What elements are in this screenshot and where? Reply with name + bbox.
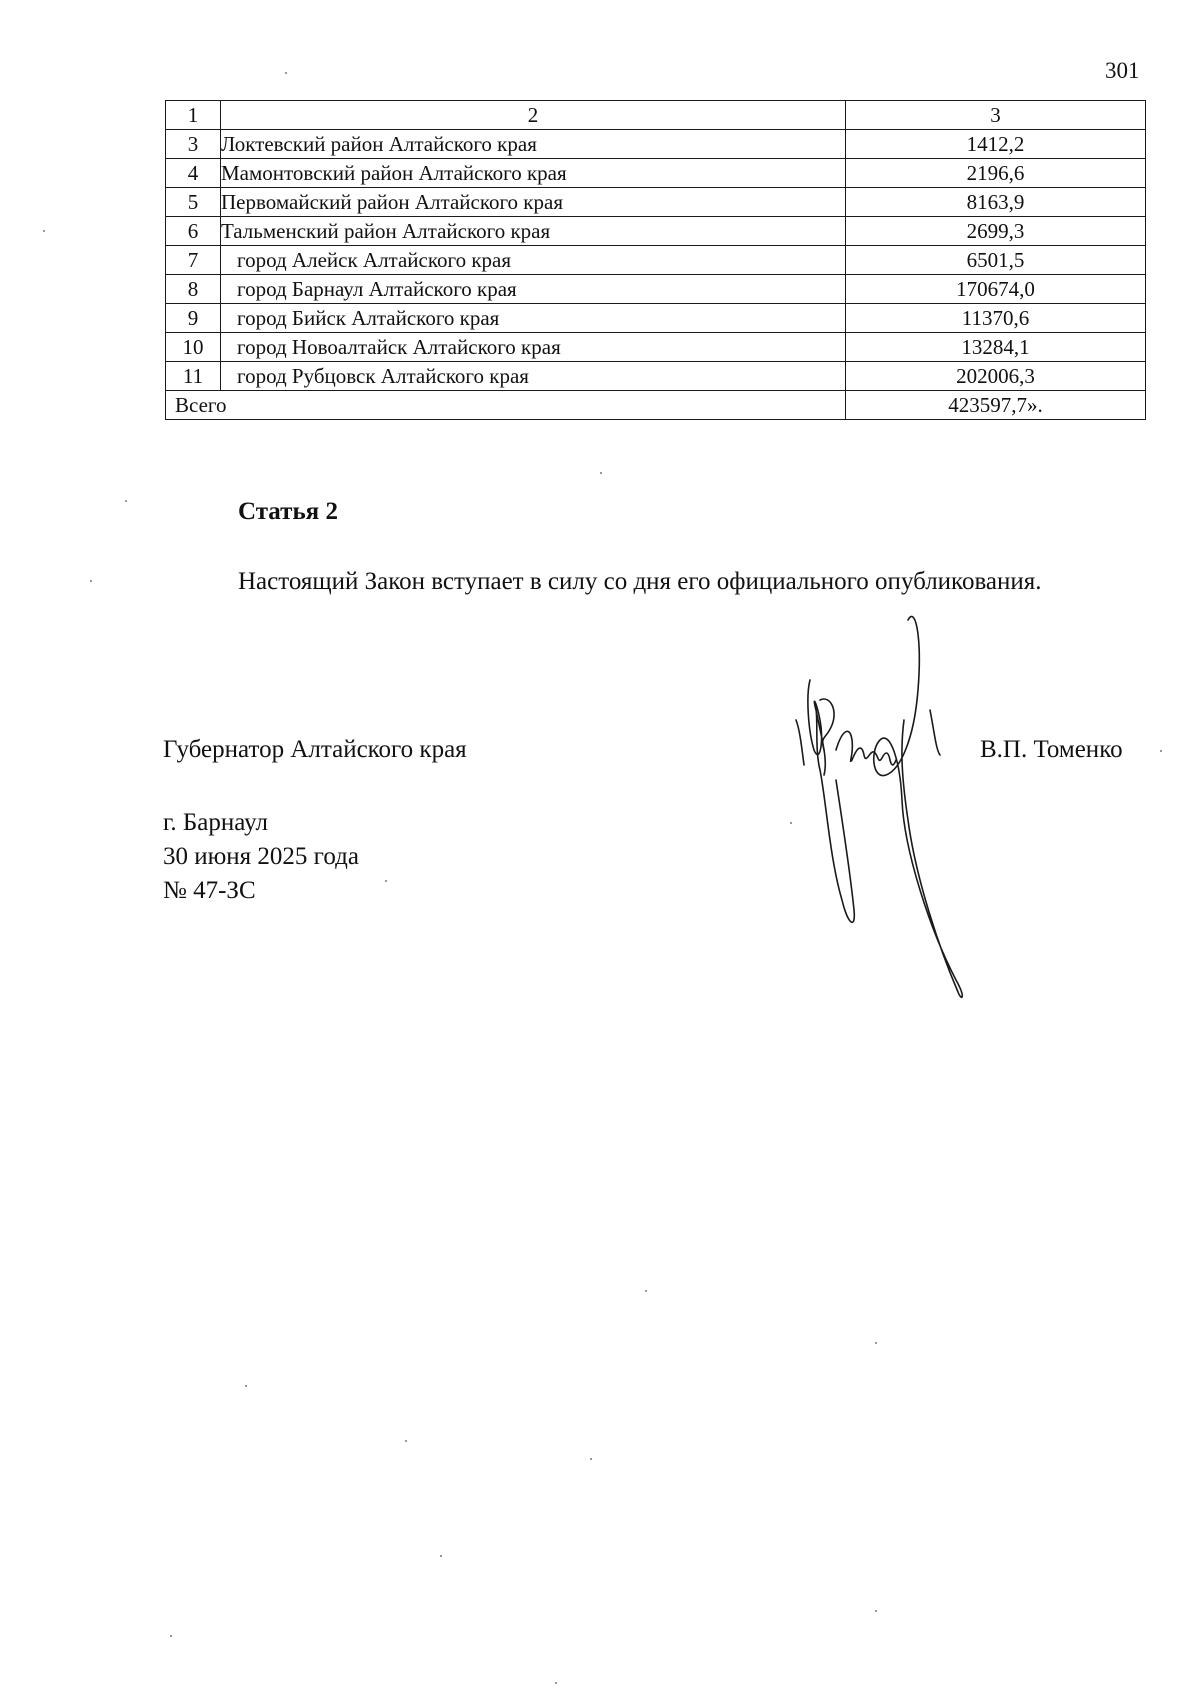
municipality-name: Мамонтовский район Алтайского края (221, 159, 846, 188)
municipality-name: город Бийск Алтайского края (221, 304, 846, 333)
amount-value: 11370,6 (846, 304, 1146, 333)
amount-value: 1412,2 (846, 130, 1146, 159)
scan-speck (590, 1458, 592, 1460)
amount-value: 170674,0 (846, 275, 1146, 304)
scan-speck (555, 1682, 557, 1684)
municipality-name: город Рубцовск Алтайского края (221, 362, 846, 391)
scan-speck (440, 1555, 442, 1557)
municipality-name: Локтевский район Алтайского края (221, 130, 846, 159)
scan-speck (245, 1385, 247, 1387)
table-row (166, 333, 1146, 362)
table-total-row (166, 391, 1146, 420)
table-row (166, 188, 1146, 217)
allocation-table (165, 100, 1146, 420)
law-number: № 47-ЗС (163, 877, 256, 904)
row-number: 10 (166, 333, 221, 362)
table-row (166, 217, 1146, 246)
table-row (166, 159, 1146, 188)
row-number: 9 (166, 304, 221, 333)
municipality-name: город Новоалтайск Алтайского края (221, 333, 846, 362)
amount-value: 6501,5 (846, 246, 1146, 275)
table-row (166, 362, 1146, 391)
row-number: 7 (166, 246, 221, 275)
scan-speck (170, 1635, 172, 1637)
table-row (166, 246, 1146, 275)
table-header-row (166, 101, 1146, 130)
scan-speck (875, 1342, 877, 1344)
scan-speck (405, 1440, 407, 1442)
scan-speck (125, 500, 127, 502)
place-date-block (163, 806, 359, 908)
article-body: Настоящий Закон вступает в силу со дня его официального опубликования. (238, 568, 1042, 595)
column-header: 3 (846, 101, 1146, 130)
table-row (166, 304, 1146, 333)
page-number: 301 (1105, 58, 1140, 83)
scan-speck (875, 1610, 877, 1612)
law-date: 30 июня 2025 года (163, 843, 359, 870)
total-label: Всего (166, 391, 846, 420)
amount-value: 13284,1 (846, 333, 1146, 362)
column-header: 1 (166, 101, 221, 130)
article-heading: Статья 2 (238, 498, 338, 525)
scan-speck (90, 580, 92, 582)
city: г. Барнаул (163, 809, 268, 836)
total-value: 423597,7». (846, 391, 1146, 420)
signatory-name: В.П. Томенко (980, 736, 1123, 763)
amount-value: 8163,9 (846, 188, 1146, 217)
row-number: 3 (166, 130, 221, 159)
signatory-title: Губернатор Алтайского края (163, 736, 467, 763)
row-number: 5 (166, 188, 221, 217)
row-number: 8 (166, 275, 221, 304)
table-row (166, 130, 1146, 159)
row-number: 11 (166, 362, 221, 391)
municipality-name: город Барнаул Алтайского края (221, 275, 846, 304)
scan-speck (1160, 750, 1162, 752)
amount-value: 2699,3 (846, 217, 1146, 246)
handwritten-signature (790, 600, 1000, 1000)
amount-value: 2196,6 (846, 159, 1146, 188)
row-number: 6 (166, 217, 221, 246)
column-header: 2 (221, 101, 846, 130)
scan-speck (285, 72, 287, 74)
table-row (166, 275, 1146, 304)
scan-speck (385, 880, 387, 882)
scan-speck (43, 230, 45, 232)
municipality-name: город Алейск Алтайского края (221, 246, 846, 275)
scan-speck (645, 1290, 647, 1292)
row-number: 4 (166, 159, 221, 188)
amount-value: 202006,3 (846, 362, 1146, 391)
municipality-name: Первомайский район Алтайского края (221, 188, 846, 217)
scan-speck (790, 822, 792, 824)
scan-speck (600, 472, 602, 474)
municipality-name: Тальменский район Алтайского края (221, 217, 846, 246)
